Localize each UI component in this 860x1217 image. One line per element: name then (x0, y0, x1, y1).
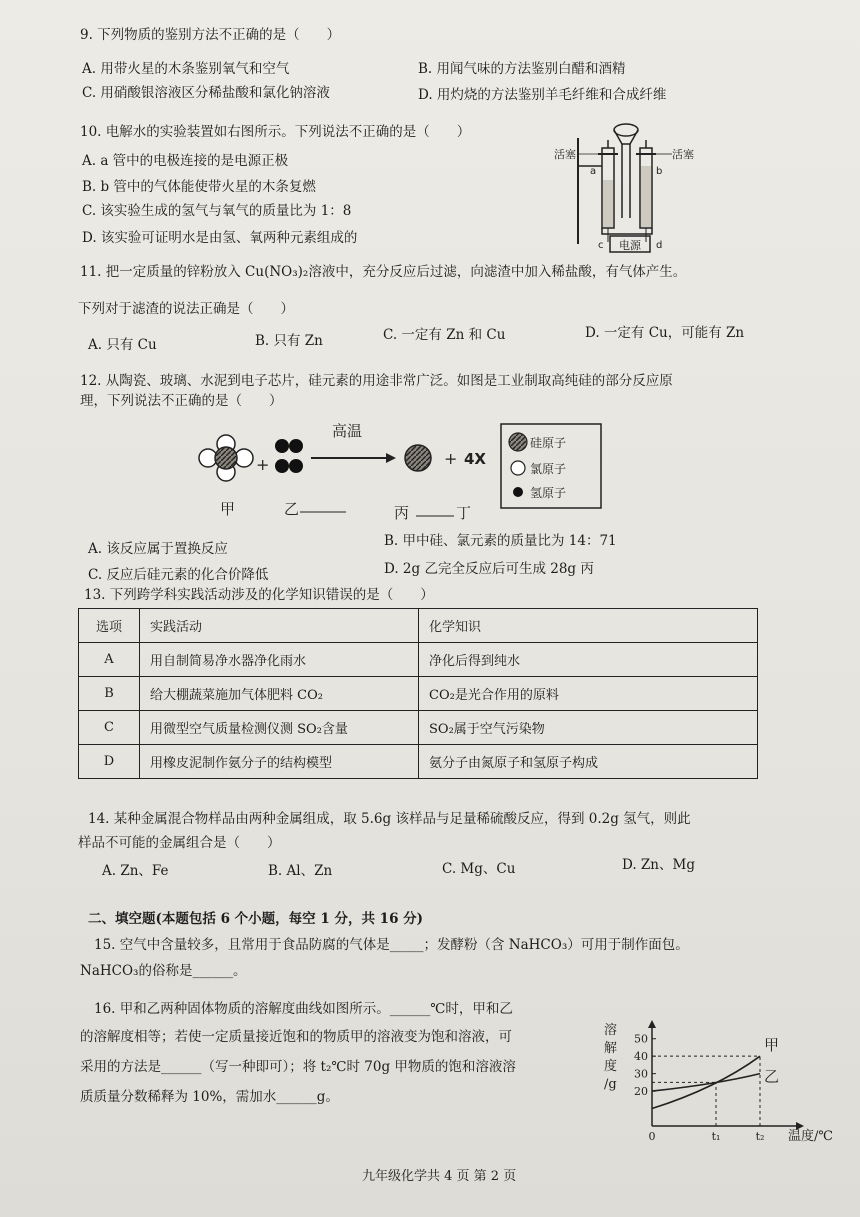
section-2-title: 二、填空题(本题包括 6 个小题，每空 1 分，共 16 分) (88, 911, 424, 927)
q14-option-c: C. Mg、Cu (442, 861, 516, 877)
q10-option-c: C. 该实验生成的氢气与氧气的质量比为 1：8 (82, 203, 352, 219)
q12-stem-line2: 理，下列说法不正确的是（ ） (80, 393, 283, 409)
valve-label-right: 活塞 (672, 148, 694, 161)
y-axis-label-char: 解 (604, 1041, 618, 1056)
molecule-bing (405, 445, 431, 471)
reaction-condition: 高温 (332, 422, 363, 440)
row-b-knowledge: CO₂是光合作用的原料 (419, 677, 758, 711)
q9-option-c: C. 用硝酸银溶液区分稀盐酸和氯化钠溶液 (82, 85, 330, 101)
q15-line1: 15. 空气中含量较多，且常用于食品防腐的气体是_____；发酵粉（含 NaHCO₃）可用于制作面包。 (94, 937, 689, 953)
row-a-option: A (79, 643, 140, 677)
plus-sign-2: + (444, 449, 458, 468)
x-tick-label: 0 (648, 1130, 656, 1143)
plus-sign-1: + (256, 455, 270, 474)
y-tick-label: 20 (634, 1085, 648, 1099)
solubility-chart (600, 1020, 833, 1144)
y-axis-label-char: /g (604, 1077, 617, 1092)
q12-stem-line1: 12. 从陶瓷、玻璃、水泥到电子芯片，硅元素的用途非常广泛。如图是工业制取高纯硅的部分反应原 (80, 373, 673, 389)
reaction-diagram (196, 416, 696, 526)
q10-stem: 10. 电解水的实验装置如右图所示。下列说法不正确的是（ ） (80, 124, 471, 140)
q12-option-d: D. 2g 乙完全反应后可生成 28g 丙 (384, 561, 594, 577)
q10-option-d: D. 该实验可证明水是由氢、氧两种元素组成的 (82, 230, 358, 246)
q11-option-d: D. 一定有 Cu，可能有 Zn (585, 325, 745, 341)
q9-stem: 9. 下列物质的鉴别方法不正确的是（ ） (80, 27, 341, 43)
tube-b-label: b (656, 166, 663, 177)
q9-option-a: A. 用带火星的木条鉴别氧气和空气 (82, 61, 290, 77)
label-bing: 丙 (394, 504, 410, 522)
row-d-knowledge: 氨分子由氮原子和氢原子构成 (419, 745, 758, 779)
q9-option-d: D. 用灼烧的方法鉴别羊毛纤维和合成纤维 (418, 87, 667, 103)
atom-legend (501, 424, 601, 508)
y-axis-label-char: 度 (604, 1059, 618, 1074)
row-b-activity: 给大棚蔬菜施加气体肥料 CO₂ (140, 677, 419, 711)
q14-stem-line2: 样品不可能的金属组合是（ ） (78, 835, 281, 851)
q10-option-a: A. a 管中的电极连接的是电源正极 (82, 153, 289, 169)
label-ding: 丁 (456, 504, 472, 522)
y-tick-label: 50 (634, 1032, 648, 1046)
label-jia: 甲 (220, 500, 236, 518)
legend-h: 氢原子 (530, 486, 567, 500)
y-tick-label: 40 (634, 1050, 648, 1064)
electrolysis-apparatus-figure (548, 118, 708, 258)
legend-si: 硅原子 (530, 436, 567, 450)
table-row (79, 643, 758, 677)
product-4x: 4X (464, 450, 487, 468)
q14-option-b: B. Al、Zn (268, 863, 333, 879)
row-c-activity: 用微型空气质量检测仪测 SO₂含量 (140, 711, 419, 745)
q14-stem-line1: 14. 某种金属混合物样品由两种金属组成，取 5.6g 该样品与足量稀硫酸反应，得到 0.2g 氢气，则此 (88, 811, 691, 827)
header-option: 选项 (79, 609, 140, 643)
tube-a-label: a (590, 166, 597, 177)
q9-option-b: B. 用闻气味的方法鉴别白醋和酒精 (418, 61, 626, 77)
row-a-knowledge: 净化后得到纯水 (419, 643, 758, 677)
q12-option-b: B. 甲中硅、氯元素的质量比为 14：71 (384, 533, 617, 549)
molecule-yi (275, 439, 303, 473)
q16-line4: 质质量分数稀释为 10%，需加水______g。 (80, 1089, 339, 1105)
q16-line1: 16. 甲和乙两种固体物质的溶解度曲线如图所示。______℃时，甲和乙 (94, 1001, 513, 1017)
y-tick-label: 30 (634, 1067, 648, 1081)
q11-option-a: A. 只有 Cu (88, 337, 157, 353)
header-activity: 实践活动 (140, 609, 419, 643)
row-d-activity: 用橡皮泥制作氨分子的结构模型 (140, 745, 419, 779)
series-jia-label: 甲 (764, 1036, 780, 1055)
y-axis-arrow (648, 1020, 656, 1028)
q13-table (78, 608, 758, 779)
electrode-d-label: d (656, 240, 663, 251)
row-c-knowledge: SO₂属于空气污染物 (419, 711, 758, 745)
q16-line3: 采用的方法是______（写一种即可）；将 t₂℃时 70g 甲物质的饱和溶液溶 (80, 1059, 516, 1075)
q11-stem-line1: 11. 把一定质量的锌粉放入 Cu(NO₃)₂溶液中，充分反应后过滤，向滤渣中加入稀盐酸，有气体产生。 (80, 264, 687, 280)
q16-line2: 的溶解度相等；若使一定质量接近饱和的物质甲的溶液变为饱和溶液，可 (80, 1029, 512, 1045)
row-d-option: D (79, 745, 140, 779)
q14-option-a: A. Zn、Fe (102, 863, 169, 879)
legend-cl: 氯原子 (530, 462, 567, 476)
y-axis-label-char: 溶 (604, 1023, 618, 1038)
table-row (79, 745, 758, 779)
page-footer: 九年级化学共 4 页 第 2 页 (362, 1169, 517, 1184)
row-a-activity: 用自制简易净水器净化雨水 (140, 643, 419, 677)
q11-option-c: C. 一定有 Zn 和 Cu (383, 327, 506, 343)
power-label: 电源 (619, 239, 641, 252)
valve-label-left: 活塞 (554, 148, 576, 161)
header-knowledge: 化学知识 (419, 609, 758, 643)
q11-option-b: B. 只有 Zn (255, 333, 323, 349)
q11-stem-line2: 下列对于滤渣的说法正确是（ ） (78, 301, 294, 317)
x-tick-label: t₂ (755, 1130, 765, 1143)
table-row (79, 711, 758, 745)
row-b-option: B (79, 677, 140, 711)
table-row (79, 677, 758, 711)
q14-option-d: D. Zn、Mg (622, 857, 695, 873)
molecule-jia (199, 435, 253, 481)
q12-option-c: C. 反应后硅元素的化合价降低 (88, 567, 269, 583)
label-yi: 乙 (284, 500, 300, 518)
row-c-option: C (79, 711, 140, 745)
q12-option-a: A. 该反应属于置换反应 (88, 541, 228, 557)
q15-line2: NaHCO₃的俗称是______。 (80, 963, 247, 979)
series-yi-label: 乙 (764, 1067, 780, 1086)
table-header-row (79, 609, 758, 643)
x-axis-label: 温度/℃ (788, 1129, 833, 1144)
electrode-c-label: c (598, 240, 604, 251)
q10-option-b: B. b 管中的气体能使带火星的木条复燃 (82, 179, 316, 195)
x-tick-label: t₁ (711, 1130, 721, 1143)
q13-stem: 13. 下列跨学科实践活动涉及的化学知识错误的是（ ） (84, 587, 434, 603)
chart-marks (652, 1036, 779, 1126)
